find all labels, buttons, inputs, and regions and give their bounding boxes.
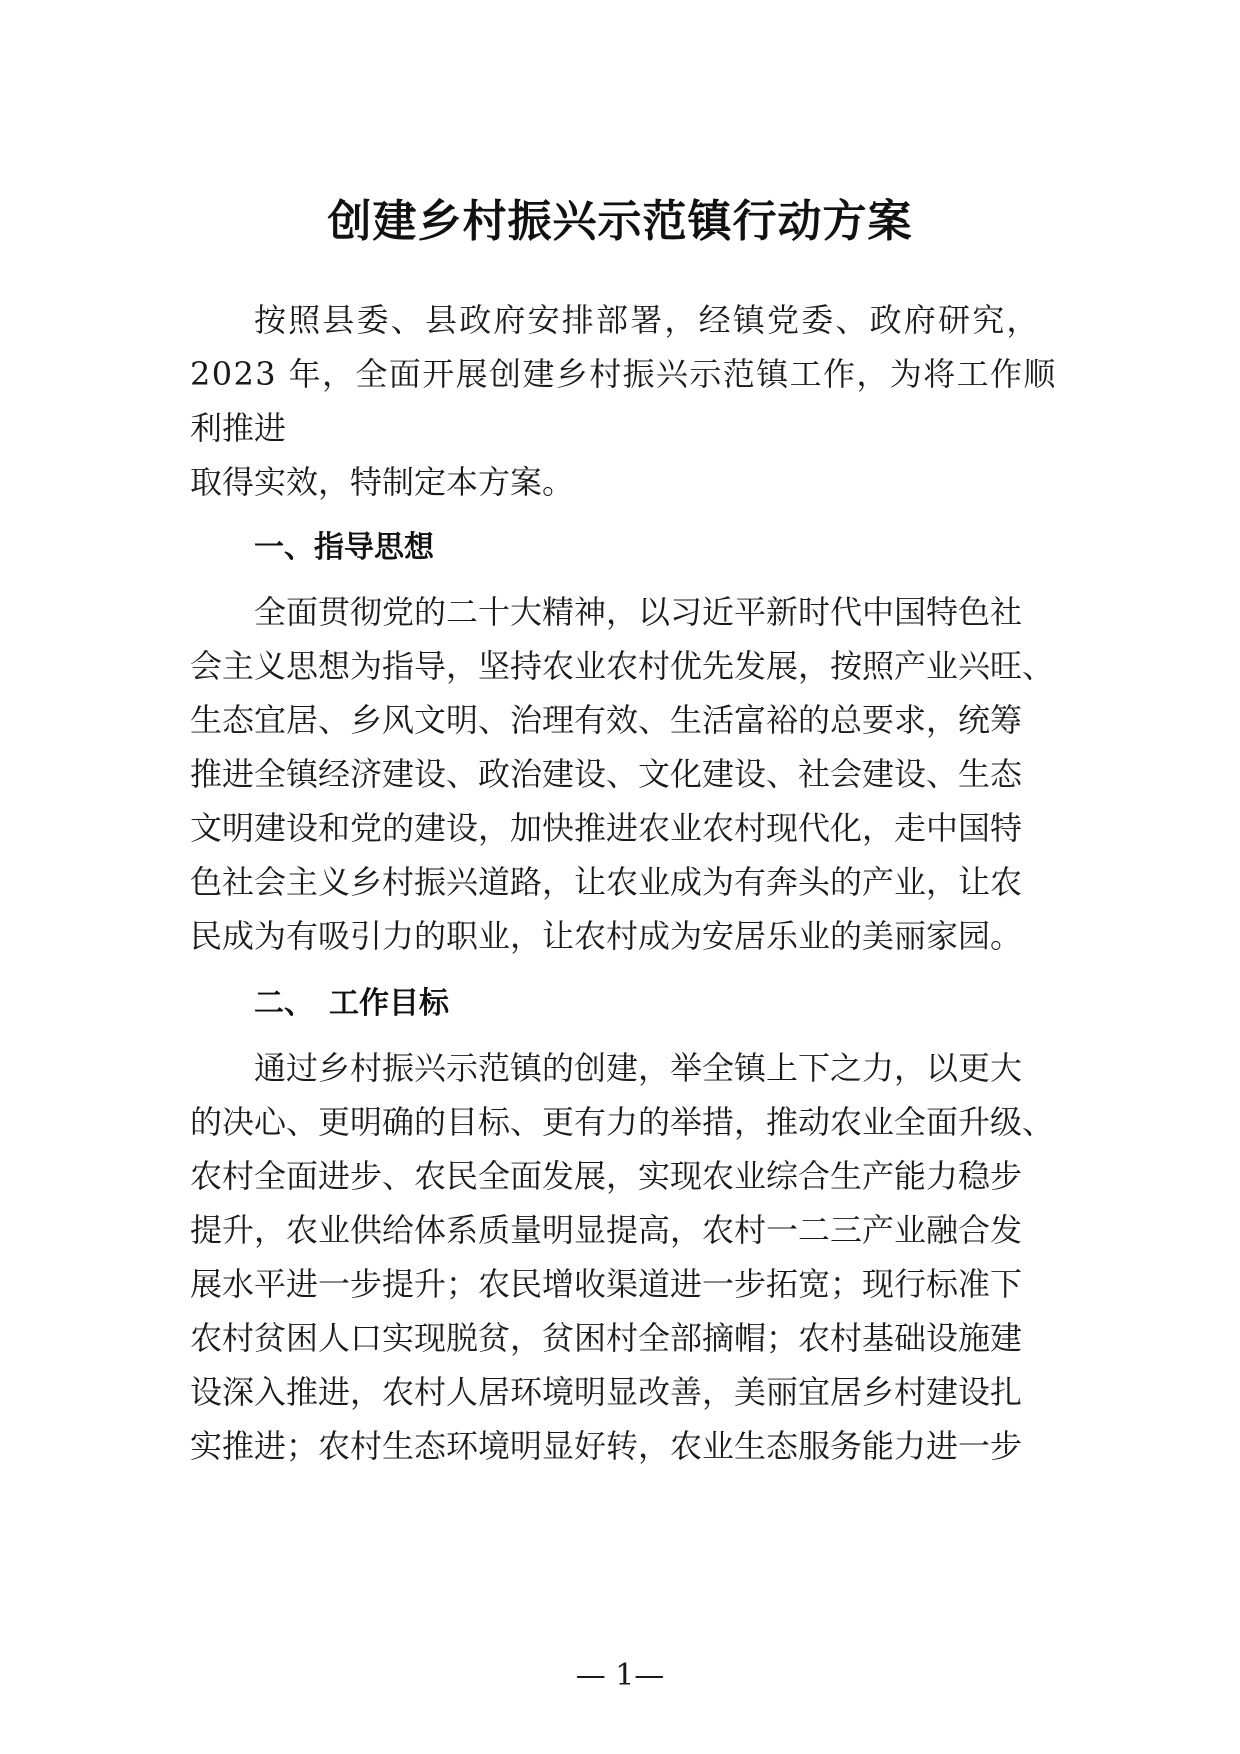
section-heading-guiding-ideology: 一、指导思想 xyxy=(254,530,434,565)
paragraph-line: 展水平进一步提升；农民增收渠道进一步拓宽；现行标准下 xyxy=(190,1265,1023,1303)
paragraph-line: 生态宜居、乡风文明、治理有效、生活富裕的总要求，统筹 xyxy=(190,701,1023,739)
paragraph-line: 会主义思想为指导，坚持农业农村优先发展，按照产业兴旺、 xyxy=(190,647,1055,685)
paragraph-line: 推进全镇经济建设、政治建设、文化建设、社会建设、生态 xyxy=(190,755,1023,793)
paragraph-line: 的决心、更明确的目标、更有力的举措，推动农业全面升级、 xyxy=(190,1103,1055,1141)
paragraph-line: 实推进；农村生态环境明显好转，农业生态服务能力进一步 xyxy=(190,1427,1023,1465)
paragraph-line: 农村贫困人口实现脱贫，贫困村全部摘帽；农村基础设施建 xyxy=(190,1319,1023,1357)
paragraph-line: 全面贯彻党的二十大精神，以习近平新时代中国特色社 xyxy=(254,593,1023,631)
intro-line: 按照县委、县政府安排部署，经镇党委、政府研究， xyxy=(254,301,1041,339)
intro-line: 2023 年，全面开展创建乡村振兴示范镇工作，为将工作顺 xyxy=(190,355,1057,393)
paragraph-line: 提升，农业供给体系质量明显提高，农村一二三产业融合发 xyxy=(190,1211,1023,1249)
paragraph-line: 农村全面进步、农民全面发展，实现农业综合生产能力稳步 xyxy=(190,1157,1023,1195)
paragraph-line: 民成为有吸引力的职业，让农村成为安居乐业的美丽家园。 xyxy=(190,917,1023,955)
paragraph-line: 设深入推进，农村人居环境明显改善，美丽宜居乡村建设扎 xyxy=(190,1373,1023,1411)
paragraph-line: 色社会主义乡村振兴道路，让农业成为有奔头的产业，让农 xyxy=(190,863,1023,901)
paragraph-line: 文明建设和党的建设，加快推进农业农村现代化，走中国特 xyxy=(190,809,1023,847)
intro-line: 取得实效，特制定本方案。 xyxy=(190,463,575,501)
intro-line: 利推进 xyxy=(190,409,287,447)
paragraph-line: 通过乡村振兴示范镇的创建，举全镇上下之力，以更大 xyxy=(254,1049,1023,1087)
document-title: 创建乡村振兴示范镇行动方案 xyxy=(327,196,913,247)
section-heading-work-goals: 二、 工作目标 xyxy=(254,986,449,1021)
page-number: — 1— xyxy=(575,1658,665,1693)
